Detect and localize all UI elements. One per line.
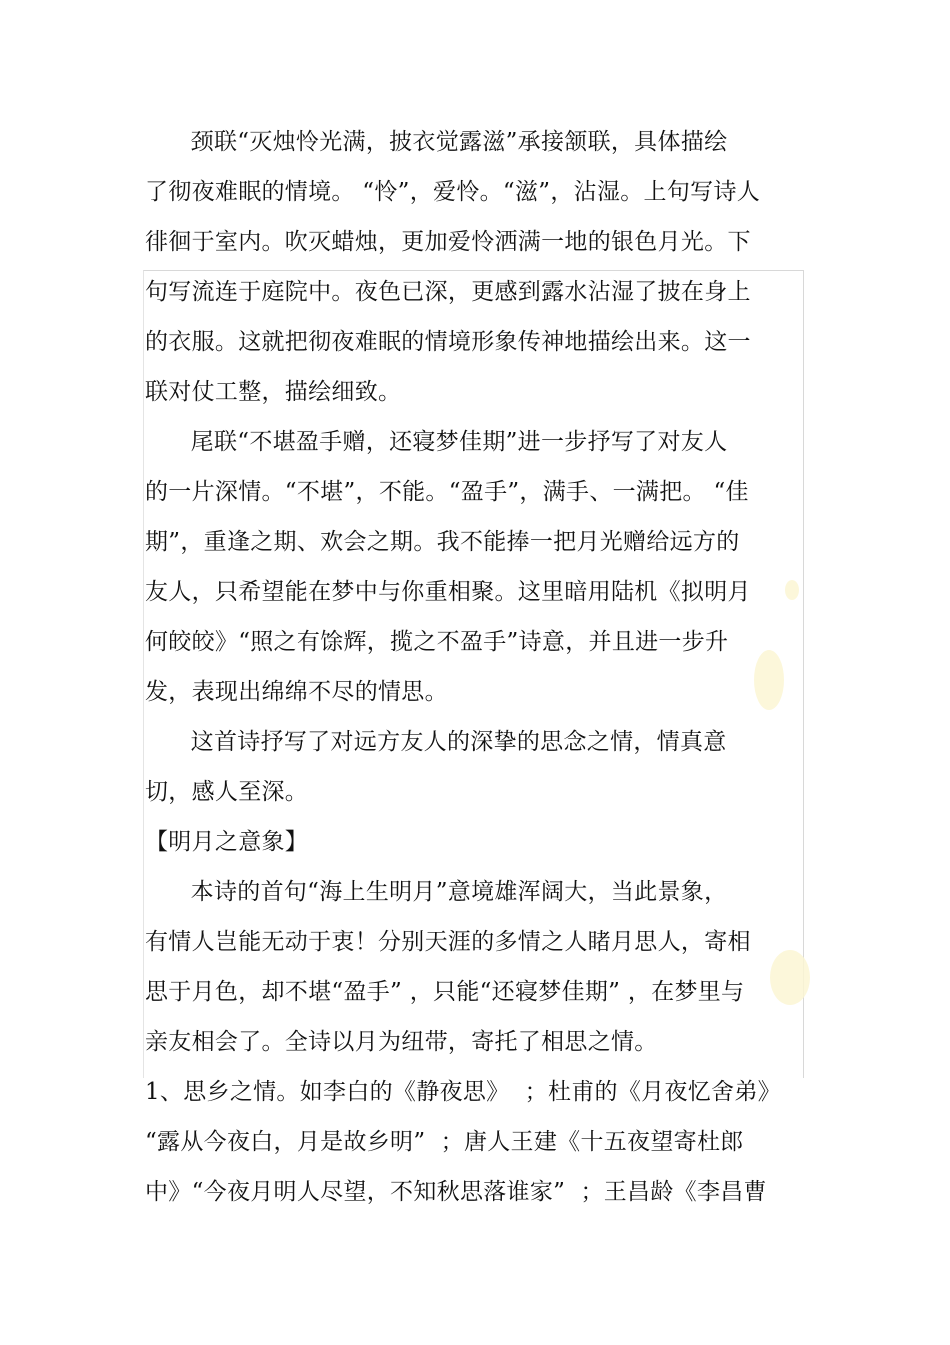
text-line: 颈联“灭烛怜光满，披衣觉露滋”承接颔联，具体描绘 bbox=[145, 129, 728, 155]
text-line: 中》“今夜月明人尽望，不知秋思落谁家” ；王昌龄《李昌曹 bbox=[145, 1179, 767, 1205]
text-line: 联对仗工整，描绘细致。 bbox=[145, 379, 402, 405]
scan-spot bbox=[770, 950, 810, 1005]
scan-spot bbox=[754, 650, 784, 710]
text-line: 1、思乡之情。如李白的《静夜思》 ；杜甫的《月夜忆舍弟》 bbox=[145, 1079, 781, 1105]
section-heading: 【明月之意象】 bbox=[145, 829, 309, 855]
text-line: 何皎皎》“照之有馀辉，揽之不盈手”诗意，并且进一步升 bbox=[145, 629, 729, 655]
text-line: 发，表现出绵绵不尽的情思。 bbox=[145, 679, 448, 705]
text-line: 句写流连于庭院中。夜色已深，更感到露水沾湿了披在身上 bbox=[145, 279, 751, 305]
text-line: 友人，只希望能在梦中与你重相聚。这里暗用陆机《拟明月 bbox=[145, 579, 751, 605]
text-line: 了彻夜难眠的情境。 “怜”，爱怜。“滋”，沾湿。上句写诗人 bbox=[145, 179, 761, 205]
text-line: 的一片深情。“不堪”，不能。“盈手”，满手、一满把。 “佳 bbox=[145, 479, 749, 505]
text-line: 亲友相会了。全诗以月为纽带，寄托了相思之情。 bbox=[145, 1029, 658, 1055]
text-line: 有情人岂能无动于衷！分别天涯的多情之人睹月思人，寄相 bbox=[145, 929, 751, 955]
text-line: 这首诗抒写了对远方友人的深挚的思念之情，情真意 bbox=[145, 729, 727, 755]
text-line: 的衣服。这就把彻夜难眠的情境形象传神地描绘出来。这一 bbox=[145, 329, 751, 355]
scan-spot bbox=[785, 580, 799, 600]
text-line: 切，感人至深。 bbox=[145, 779, 309, 805]
text-line: 徘徊于室内。吹灭蜡烛，更加爱怜洒满一地的银色月光。下 bbox=[145, 229, 751, 255]
text-line: 期”，重逢之期、欢会之期。我不能捧一把月光赠给远方的 bbox=[145, 529, 740, 555]
text-line: 思于月色，却不堪“盈手” ，只能“还寝梦佳期” ，在梦里与 bbox=[145, 979, 745, 1005]
text-line: 本诗的首句“海上生明月”意境雄浑阔大，当此景象， bbox=[145, 879, 728, 905]
text-line: 尾联“不堪盈手赠，还寝梦佳期”进一步抒写了对友人 bbox=[145, 429, 728, 455]
text-line: “露从今夜白，月是故乡明” ；唐人王建《十五夜望寄杜郎 bbox=[145, 1129, 744, 1155]
